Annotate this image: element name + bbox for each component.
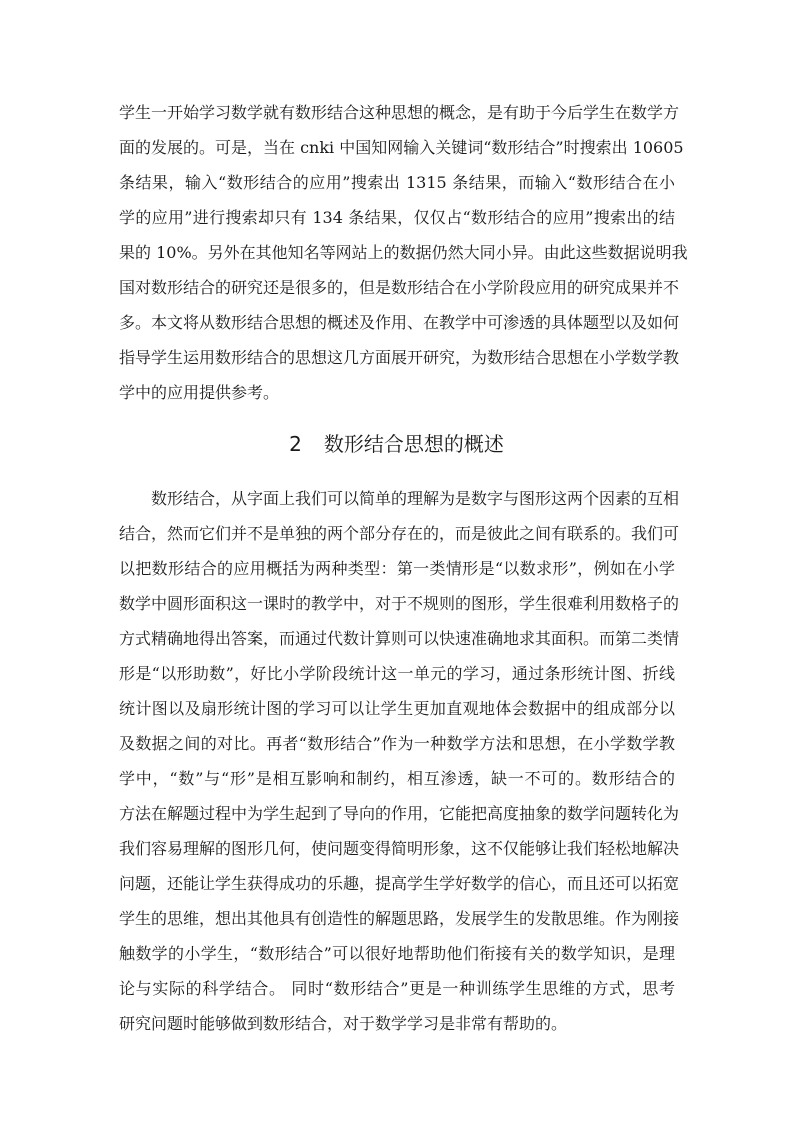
text-line: 多。本文将从数形结合思想的概述及作用、在教学中可渗透的具体题型以及如何 bbox=[119, 313, 680, 332]
text-line: 触数学的小学生，“数形结合”可以很好地帮助他们衔接有关的数学知识，是理 bbox=[119, 944, 675, 963]
text-line: 学的应用”进行搜索却只有 134 条结果，仅仅占“数形结合的应用”搜索出的结 bbox=[119, 208, 675, 227]
text-line: 结合，然而它们并不是单独的两个部分存在的，而是彼此之间有联系的。我们可 bbox=[119, 524, 680, 543]
text-line: 学生一开始学习数学就有数形结合这种思想的概念，是有助于今后学生在数学方 bbox=[119, 103, 680, 122]
text-line: 学生的思维，想出其他具有创造性的解题思路，发展学生的发散思维。作为刚接 bbox=[119, 909, 680, 928]
text-line: 学中，“数”与“形”是相互影响和制约，相互渗透，缺一不可的。数形结合的 bbox=[119, 769, 675, 788]
text-line: 研究问题时能够做到数形结合，对于数学学习是非常有帮助的。 bbox=[119, 1014, 568, 1033]
text-line: 及数据之间的对比。再者“数形结合”作为一种数学方法和思想，在小学数学教 bbox=[119, 734, 675, 753]
section-title: 数形结合思想的概述 bbox=[323, 432, 504, 456]
text-line: 问题，还能让学生获得成功的乐趣，提高学生学好数学的信心，而且还可以拓宽 bbox=[119, 874, 680, 893]
text-line: 形是“以形助数”，好比小学阶段统计这一单元的学习，通过条形统计图、折线 bbox=[119, 664, 675, 683]
text-line: 统计图以及扇形统计图的学习可以让学生更加直观地体会数据中的组成部分以 bbox=[119, 699, 675, 718]
text-line: 数学中圆形面积这一课时的教学中，对于不规则的图形，学生很难利用数格子的 bbox=[119, 594, 680, 613]
text-line: 指导学生运用数形结合的思想这几方面展开研究，为数形结合思想在小学数学教 bbox=[119, 348, 680, 367]
text-line: 数形结合，从字面上我们可以简单的理解为是数字与图形这两个因素的互相 bbox=[151, 489, 680, 508]
text-line: 果的 10%。另外在其他知名等网站上的数据仍然大同小异。由此这些数据说明我 bbox=[119, 243, 688, 262]
text-line: 学中的应用提供参考。 bbox=[119, 383, 280, 402]
text-line: 方法在解题过程中为学生起到了导向的作用，它能把高度抽象的数学问题转化为 bbox=[119, 804, 680, 823]
text-line: 论与实际的科学结合。 同时“数形结合”更是一种训练学生思维的方式，思考 bbox=[119, 979, 675, 998]
text-line: 条结果，输入“数形结合的应用”搜索出 1315 条结果，而输入“数形结合在小 bbox=[119, 173, 675, 192]
text-line: 我们容易理解的图形几何，使问题变得简明形象，这不仅能够让我们轻松地解决 bbox=[119, 839, 680, 858]
section-heading bbox=[0, 432, 793, 456]
section-number: 2 bbox=[289, 432, 302, 456]
text-line: 以把数形结合的应用概括为两种类型：第一类情形是“以数求形”，例如在小学 bbox=[119, 559, 675, 578]
text-line: 面的发展的。可是，当在 cnki 中国知网输入关键词“数形结合”时搜索出 10605 bbox=[119, 138, 684, 157]
text-line: 国对数形结合的研究还是很多的，但是数形结合在小学阶段应用的研究成果并不 bbox=[119, 278, 680, 297]
text-line: 方式精确地得出答案，而通过代数计算则可以快速准确地求其面积。而第二类情 bbox=[119, 629, 680, 648]
